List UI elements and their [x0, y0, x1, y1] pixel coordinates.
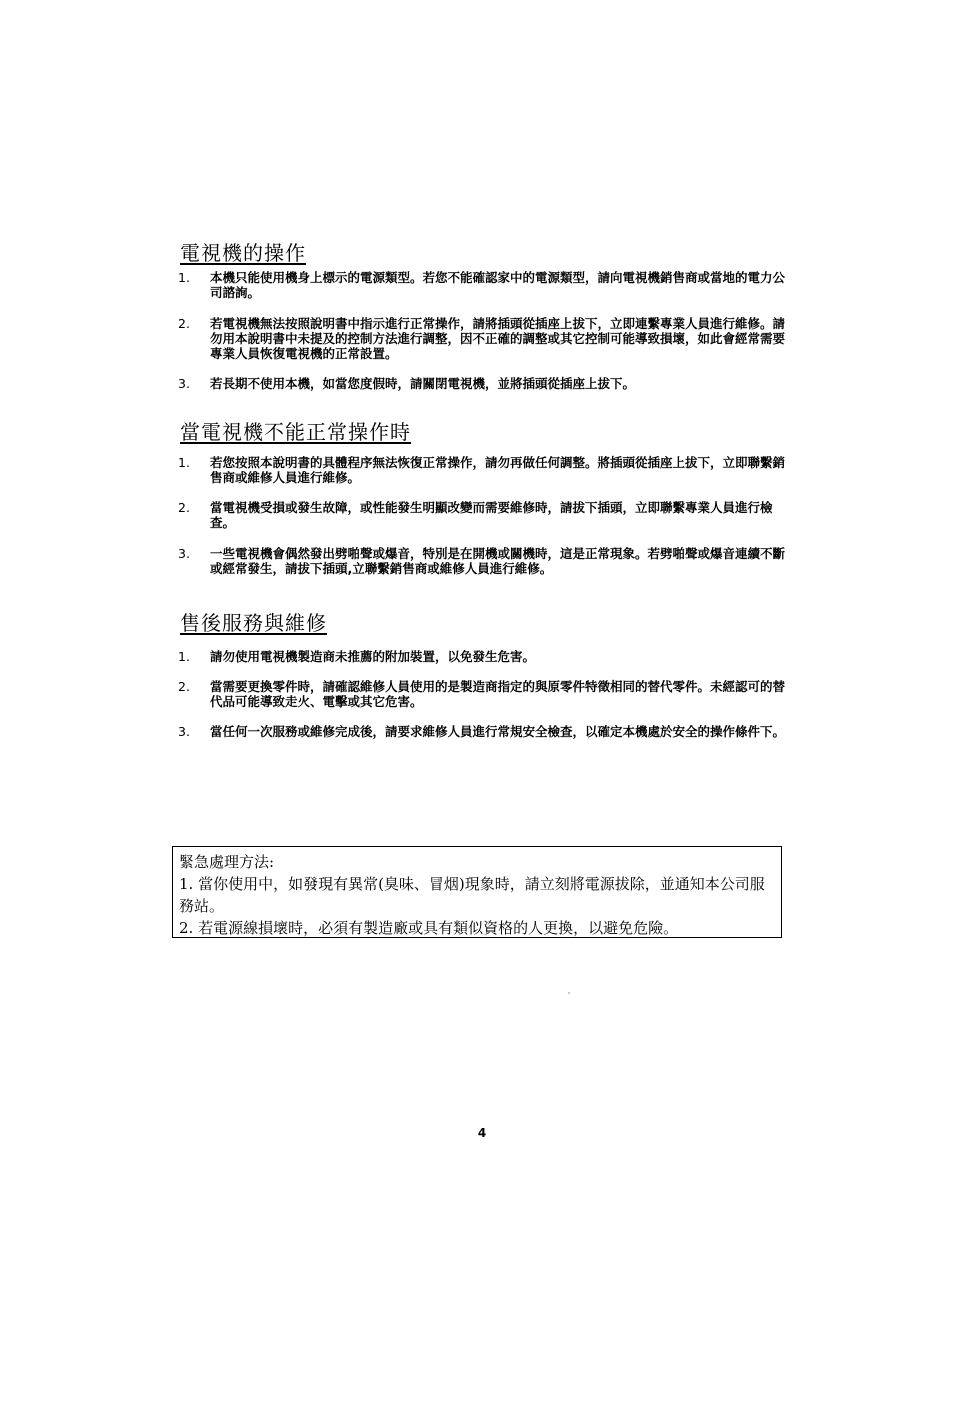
section-heading-tv-malfunction: 當電視機不能正常操作時 — [180, 420, 411, 444]
item-number: 2. — [178, 500, 190, 515]
emergency-notice-box — [172, 846, 782, 938]
item-text: 一些電視機會偶然發出劈啪聲或爆音，特別是在開機或關機時，這是正常現象。若劈啪聲或爆音連續不斷或經常發生，請拔下插頭,立聯繫銷售商或維修人員進行維修。 — [210, 546, 786, 576]
item-text: 當任何一次服務或維修完成後，請要求維修人員進行常規安全檢查，以確定本機處於安全的操作條件下。 — [210, 724, 786, 739]
item-number: 3. — [178, 546, 190, 561]
item-number: 3. — [178, 724, 190, 739]
item-text: 若長期不使用本機，如當您度假時，請關閉電視機，並將插頭從插座上拔下。 — [210, 376, 636, 391]
list-item — [178, 455, 788, 485]
item-number: 1. — [178, 649, 190, 664]
list-item — [178, 500, 788, 530]
item-number: 2. — [178, 316, 190, 331]
item-number: 1. — [178, 455, 190, 470]
notice-line: 2. 若電源線損壞時，必須有製造廠或具有類似資格的人更換，以避免危險。 — [179, 919, 679, 937]
list-item — [178, 316, 788, 361]
item-text: 請勿使用電視機製造商未推薦的附加裝置，以免發生危害。 — [210, 649, 536, 664]
list-item — [178, 376, 788, 391]
item-text: 若您按照本說明書的具體程序無法恢復正常操作，請勿再做任何調整。將插頭從插座上拔下，立即聯繫銷售商或維修人員進行維修。 — [210, 455, 786, 485]
list-item — [178, 546, 788, 576]
item-number: 2. — [178, 679, 190, 694]
scan-speck — [568, 992, 570, 994]
item-text: 當需要更換零件時，請確認維修人員使用的是製造商指定的與原零件特徵相同的替代零件。未經認可的替代品可能導致走火、電擊或其它危害。 — [210, 679, 786, 709]
page-number: 4 — [477, 1126, 487, 1140]
item-number: 3. — [178, 376, 190, 391]
item-text: 當電視機受損或發生故障，或性能發生明顯改變而需要維修時，請拔下插頭，立即聯繫專業人員進行檢查。 — [210, 500, 773, 530]
section-heading-after-sales-service: 售後服務與維修 — [180, 611, 327, 635]
list-item — [178, 649, 788, 664]
item-number: 1. — [178, 270, 190, 285]
notice-line: 1. 當你使用中，如發現有異常(臭味、冒烟)現象時，請立刻將電源拔除，並通知本公司服務站。 — [179, 875, 765, 915]
notice-title: 緊急處理方法: — [179, 853, 275, 871]
list-item — [178, 724, 788, 739]
item-text: 若電視機無法按照說明書中指示進行正常操作，請將插頭從插座上拔下，立即連繫專業人員進行維修。請勿用本說明書中未提及的控制方法進行調整，因不正確的調整或其它控制可能導致損壞，如此會經常需要專業人員恢復電視機的正常設置。 — [210, 316, 786, 361]
list-item — [178, 679, 788, 709]
item-text: 本機只能使用機身上標示的電源類型。若您不能確認家中的電源類型，請向電視機銷售商或當地的電力公司諮詢。 — [210, 270, 786, 300]
list-item — [178, 270, 788, 300]
section-heading-tv-operation: 電視機的操作 — [180, 241, 306, 265]
